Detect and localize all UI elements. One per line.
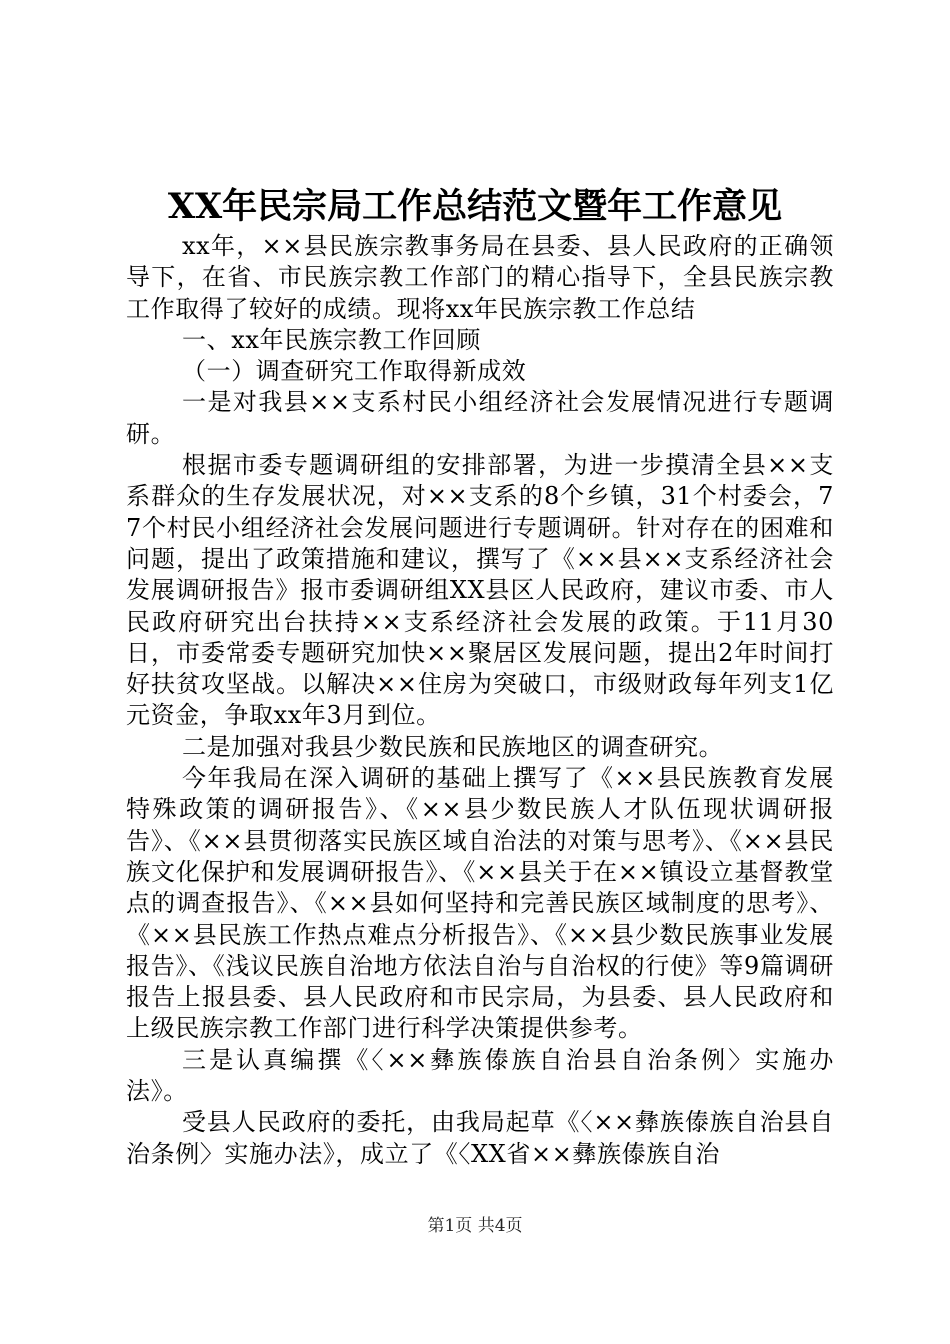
document-body [126,231,834,1170]
heading-section-1: 一、xx年民族宗教工作回顾 [182,325,481,354]
paragraph-point-1-detail: 根据市委专题调研组的安排部署，为进一步摸清全县××支系群众的生存发展状况，对××支系的8个乡镇，31个村委会，77个村民小组经济社会发展问题进行专题调研。针对存在的困难和问题，提出了政策措施和建议，撰写了《××县××支系经济社会发展调研报告》报市委调研组XX县区人民政府，建议市委、市人民政府研究出台扶持××支系经济社会发展的政策。于11月30日，市委常委专题研究加快××聚居区发展问题，提出2年时间打好扶贫攻坚战。以解决××住房为突破口，市级财政每年列支1亿元资金，争取xx年3月到位。 [126,451,834,730]
paragraph-point-1: 一是对我县××支系村民小组经济社会发展情况进行专题调研。 [126,388,834,448]
paragraph-point-2: 二是加强对我县少数民族和民族地区的调查研究。 [182,732,724,761]
page-indicator: 第1页 共4页 [427,1216,523,1236]
paragraph-intro: xx年，××县民族宗教事务局在县委、县人民政府的正确领导下，在省、市民族宗教工作部门的精心指导下，全县民族宗教工作取得了较好的成绩。现将xx年民族宗教工作总结 [126,232,834,323]
document-title: XX年民宗局工作总结范文暨年工作意见 [167,186,783,227]
paragraph-point-3: 三是认真编撰《〈××彝族傣族自治县自治条例〉实施办法》。 [126,1045,834,1106]
heading-subsection-1: （一）调查研究工作取得新成效 [182,357,527,386]
paragraph-point-3-detail: 受县人民政府的委托，由我局起草《〈××彝族傣族自治县自治条例〉实施办法》，成立了《〈XX省××彝族傣族自治 [126,1108,834,1168]
paragraph-point-2-detail: 今年我局在深入调研的基础上撰写了《××县民族教育发展特殊政策的调研报告》、《××县少数民族人才队伍现状调研报告》、《××县贯彻落实民族区域自治法的对策与思考》、《××县民族文化保护和发展调研报告》、《××县关于在××镇设立基督教堂点的调查报告》、《××县如何坚持和完善民族区域制度的思考》、《××县民族工作热点难点分析报告》、《××县少数民族事业发展报告》、《浅议民族自治地方依法自治与自治权的行使》等9篇调研报告上报县委、县人民政府和市民宗局，为县委、县人民政府和上级民族宗教工作部门进行科学决策提供参考。 [126,764,834,1043]
